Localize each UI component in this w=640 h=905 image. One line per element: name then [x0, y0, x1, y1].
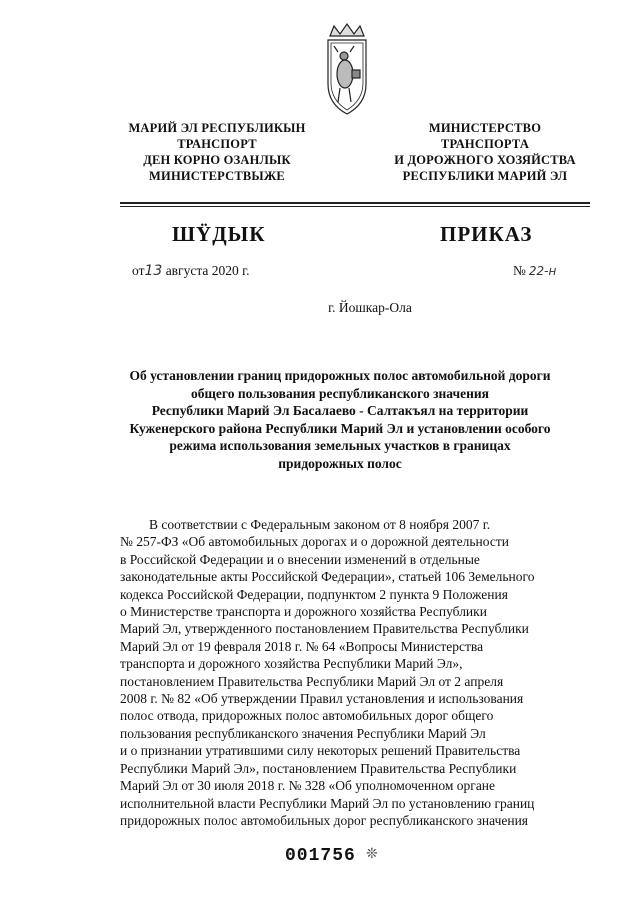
body-paragraph [120, 516, 592, 829]
body-line: и о признании утратившими силу некоторых решений Правительства [120, 743, 521, 759]
body-line: о Министерстве транспорта и дорожного хозяйства Республики [120, 604, 487, 620]
header-right-line: МИНИСТЕРСТВО [428, 121, 542, 135]
header-divider-thin [120, 206, 590, 207]
header-left-line: ДЕН КОРНО ОЗАНЛЫК [143, 153, 291, 167]
subject-line: Куженерского района Республики Марий Эл и установлении особого [129, 420, 551, 436]
header-left-line: МАРИЙ ЭЛ РЕСПУБЛИКЫН [128, 121, 306, 135]
body-line: полос отвода, придорожных полос автомобильных дорог общего [120, 708, 494, 724]
body-line: Республики Марий Эл», постановлением Правительства Республики [120, 760, 517, 776]
subject-line: общего пользования республиканского значения [191, 385, 489, 401]
header-right-line: ТРАНСПОРТА [440, 137, 530, 151]
date-prefix: от [132, 263, 145, 278]
serial-mark-icon: ❊ [366, 847, 378, 862]
body-line: Марий Эл от 19 февраля 2018 г. № 64 «Вопросы Министерства [120, 638, 484, 654]
body-line: В соответствии с Федеральным законом от 8 ноября 2007 г. [149, 517, 491, 532]
number-prefix: № [513, 263, 526, 278]
body-line: в Российской Федерации и о внесении изменений в отдельные [120, 551, 480, 567]
header-right-line: И ДОРОЖНОГО ХОЗЯЙСТВА [394, 153, 576, 167]
body-line: постановлением Правительства Республики Марий Эл от 2 апреля [120, 673, 504, 689]
body-line: Марий Эл от 30 июля 2018 г. № 328 «Об уполномоченном органе [120, 778, 496, 794]
number-value-handwritten: 22-н [528, 264, 557, 278]
header-right-block [380, 120, 590, 184]
header-left-line: МИНИСТЕРСТВЫЖЕ [149, 169, 285, 183]
date-day-handwritten: 13 [144, 263, 163, 279]
city-line: г. Йошкар-Ола [328, 300, 412, 315]
body-line: кодекса Российской Федерации, подпунктом 2 пункта 9 Положения [120, 586, 508, 602]
header-divider-thick [120, 202, 590, 204]
subject-line: режима использования земельных участков в границах [169, 438, 511, 453]
form-serial-number: 001756 [285, 846, 356, 866]
body-line: пользования республиканского значения Республики Марий Эл [120, 725, 486, 741]
header-left-block [112, 120, 322, 184]
body-line: транспорта и дорожного хозяйства Республики Марий Эл», [120, 656, 463, 672]
doc-title-mari: ШŸДЫК [172, 222, 266, 246]
order-number [513, 263, 556, 279]
body-line: № 257-ФЗ «Об автомобильных дорогах и о дорожной деятельности [120, 534, 509, 550]
order-date [132, 263, 250, 279]
header-left-line: ТРАНСПОРТ [177, 137, 257, 151]
header-right-line: РЕСПУБЛИКИ МАРИЙ ЭЛ [402, 169, 568, 183]
order-subject [100, 367, 580, 472]
body-line: Марий Эл, утвержденного постановлением Правительства Республики [120, 621, 529, 637]
body-line: законодательные акты Российской Федерации», статьей 106 Земельного [120, 569, 535, 585]
body-line: придорожных полос автомобильных дорог республиканского значения [120, 812, 529, 828]
coat-of-arms-icon [320, 22, 374, 118]
doc-title-russian: ПРИКАЗ [440, 222, 533, 246]
body-line: исполнительной власти Республики Марий Эл по установлению границ [120, 795, 535, 811]
subject-line: Об установлении границ придорожных полос автомобильной дороги [129, 368, 551, 383]
body-line: 2008 г. № 82 «Об утверждении Правил установления и использования [120, 691, 524, 707]
subject-line: Республики Марий Эл Басалаево - Салтакъял на территории [151, 403, 529, 418]
subject-line: придорожных полос [278, 455, 402, 471]
date-rest: августа 2020 г. [165, 263, 250, 278]
